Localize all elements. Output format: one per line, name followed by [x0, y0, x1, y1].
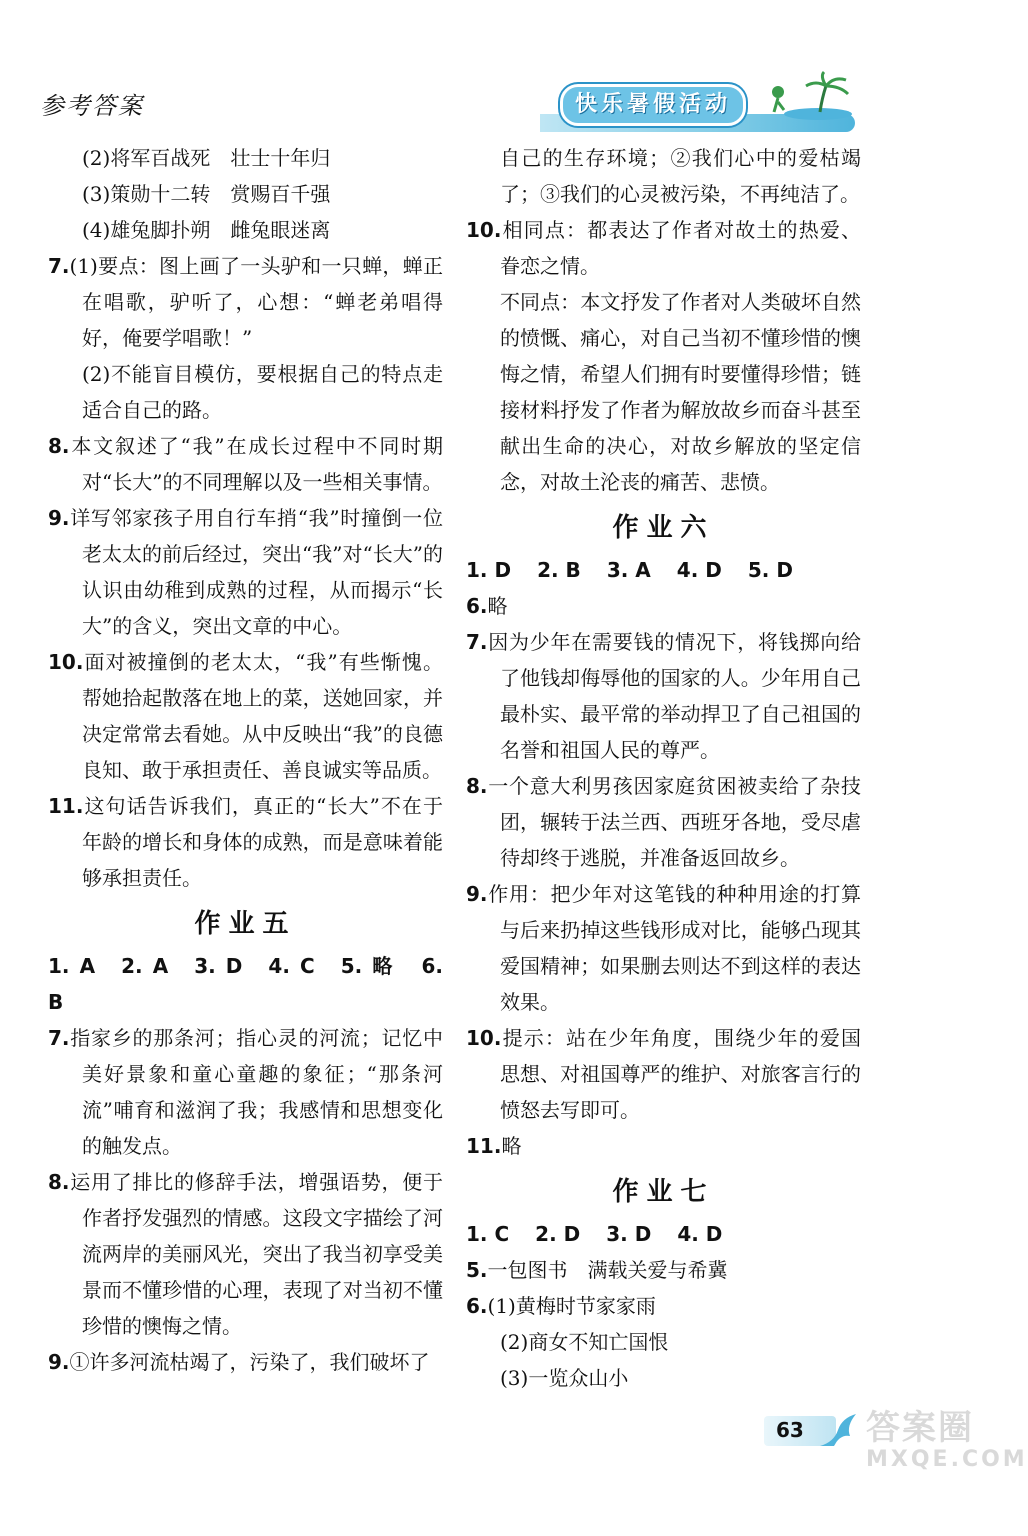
answer-item [48, 788, 443, 896]
header-label: 参考答案 [40, 92, 144, 120]
answer-number: 7. [48, 1026, 70, 1050]
section-title: 作业五 [194, 909, 297, 939]
answer-item [466, 624, 861, 768]
wave-icon [820, 1412, 858, 1450]
answer-text: 略 [501, 1134, 522, 1158]
answer-number: 11. [466, 1134, 502, 1158]
answer-number: 11. [48, 794, 84, 818]
answer-text: 提示：站在少年角度，围绕少年的爱国思想、对祖国尊严的维护、对旅客言行的愤怒去写即可。 [500, 1026, 861, 1122]
answer-item [466, 212, 861, 284]
watermark-text: 答案圈 [866, 1408, 974, 1448]
answer-item [466, 768, 861, 876]
left-column [48, 140, 443, 1380]
answer-number: 9. [466, 882, 488, 906]
answer-subitem: (3)策勋十二转 赏赐百千强 [82, 182, 331, 206]
watermark-url: MXQE.COM [866, 1447, 1028, 1472]
choice-answer: 4. C [268, 954, 315, 978]
answer-item [466, 588, 861, 624]
answer-item [48, 1344, 443, 1380]
answer-item [466, 1252, 861, 1288]
choice-answer: 2. A [121, 954, 169, 978]
answer-number: 9. [48, 506, 70, 530]
answer-number: 7. [466, 630, 488, 654]
choice-answer: 5. 略 [340, 954, 396, 978]
answer-number: 10. [466, 218, 502, 242]
answer-text: ①许多河流枯竭了，污染了，我们破坏了 [69, 1350, 430, 1374]
choice-answer: 4. D [677, 1222, 723, 1246]
answer-item [466, 1288, 861, 1324]
answer-item [48, 1020, 443, 1164]
answer-text: 详写邻家孩子用自行车捎“我”时撞倒一位老太太的前后经过，突出“我”对“长大”的认识由幼稚到成熟的过程，从而揭示“长大”的含义，突出文章的中心。 [69, 506, 443, 638]
choice-answer: 1. C [466, 1222, 510, 1246]
answer-text: 运用了排比的修辞手法，增强语势，便于作者抒发强烈的情感。这段文字描绘了河流两岸的美丽风光，突出了我当初享受美景而不懂珍惜的心理，表现了对当初不懂珍惜的懊悔之情。 [69, 1170, 443, 1338]
choice-answer: 1. A [48, 954, 96, 978]
answer-number: 10. [48, 650, 84, 674]
answer-text: (1)黄梅时节家家雨 [487, 1294, 656, 1318]
answer-number: 7. [48, 254, 70, 278]
answer-item [466, 876, 861, 1020]
watermark [866, 1400, 1028, 1472]
answer-text: 这句话告诉我们，真正的“长大”不在于年龄的增长和身体的成熟，而是意味着能够承担责任。 [82, 794, 443, 890]
choice-answers [466, 552, 861, 588]
answer-text: 指家乡的那条河；指心灵的河流；记忆中美好景象和童心童趣的象征；“那条河流”哺育和滋润了我；我感情和思想变化的触发点。 [69, 1026, 443, 1158]
answer-text: 一包图书 满载关爱与希冀 [487, 1258, 728, 1282]
page-number: 63 [776, 1418, 804, 1442]
answer-number: 8. [466, 774, 488, 798]
section-title: 作业七 [612, 1177, 715, 1207]
answer-text: 因为少年在需要钱的情况下，将钱掷向给了他钱却侮辱他的国家的人。少年用自己最朴实、最平常的举动捍卫了自己祖国的名誉和祖国人民的尊严。 [487, 630, 861, 762]
answer-number: 8. [48, 434, 70, 458]
answer-number: 6. [466, 1294, 488, 1318]
answer-text: 一个意大利男孩因家庭贫困被卖给了杂技团，辗转于法兰西、西班牙各地，受尽虐待却终于逃脱，并准备返回故乡。 [487, 774, 861, 870]
answer-subitem: (4)雄兔脚扑朔 雌兔眼迷离 [82, 218, 331, 242]
answer-number: 5. [466, 1258, 488, 1282]
answer-subitem: (2)商女不知亡国恨 [500, 1330, 669, 1354]
answer-subitem: (2)不能盲目模仿，要根据自己的特点走适合自己的路。 [82, 362, 443, 422]
answer-text: 作用：把少年对这笔钱的种种用途的打算与后来扔掉这些钱形成对比，能够凸现其爱国精神；如果删去则达不到这样的表达效果。 [487, 882, 861, 1014]
answer-item [48, 1164, 443, 1344]
choice-answer: 1. D [466, 558, 512, 582]
answer-number: 8. [48, 1170, 70, 1194]
answer-text: 本文叙述了“我”在成长过程中不同时期对“长大”的不同理解以及一些相关事情。 [69, 434, 443, 494]
answer-item [466, 1020, 861, 1128]
answer-text: 略 [487, 594, 508, 618]
choice-answer: 3. A [606, 558, 651, 582]
right-column [466, 140, 861, 1396]
answer-continuation: 自己的生存环境；②我们心中的爱枯竭了；③我们的心灵被污染，不再纯洁了。 [500, 146, 861, 206]
page-number-badge [764, 1412, 858, 1450]
answer-item [48, 248, 443, 356]
choice-answer: 2. D [535, 1222, 581, 1246]
answer-subitem: 不同点：本文抒发了作者对人类破坏自然的愤慨、痛心，对自己当初不懂珍惜的懊悔之情，希望人们拥有时要懂得珍惜；链接材料抒发了作者为解放故乡而奋斗甚至献出生命的决心，对故乡解放的坚定信念，对故土沦丧的痛苦、悲愤。 [500, 290, 861, 494]
choice-answers [48, 948, 443, 1020]
choice-answer: 5. D [747, 558, 793, 582]
choice-answers [466, 1216, 861, 1252]
section-title: 作业六 [612, 513, 715, 543]
answer-item [466, 1128, 861, 1164]
answer-number: 6. [466, 594, 488, 618]
answer-item [48, 644, 443, 788]
answer-text: 面对被撞倒的老太太，“我”有些惭愧。帮她拾起散落在地上的菜，送她回家，并决定常常去看她。从中反映出“我”的良德良知、敢于承担责任、善良诚实等品质。 [82, 650, 443, 782]
answer-text: (1)要点：图上画了一头驴和一只蝉，蝉正在唱歌，驴听了，心想：“蝉老弟唱得好，俺要学唱歌！” [69, 254, 443, 350]
answer-number: 9. [48, 1350, 70, 1374]
header-banner: 快乐暑假活动 [560, 84, 746, 126]
answer-number: 10. [466, 1026, 502, 1050]
choice-answer: 2. B [537, 558, 581, 582]
choice-answer: 4. D [676, 558, 722, 582]
answer-item [48, 428, 443, 500]
choice-answer: 3. D [194, 954, 243, 978]
choice-answer: 3. D [606, 1222, 652, 1246]
answer-item [48, 500, 443, 644]
answer-text: 相同点：都表达了作者对故土的热爱、眷恋之情。 [500, 218, 861, 278]
choice-answer: 6. B [48, 954, 443, 1014]
answer-subitem: (2)将军百战死 壮士十年归 [82, 146, 331, 170]
palm-island-icon [760, 72, 856, 120]
answer-subitem: (3)一览众山小 [500, 1366, 629, 1390]
